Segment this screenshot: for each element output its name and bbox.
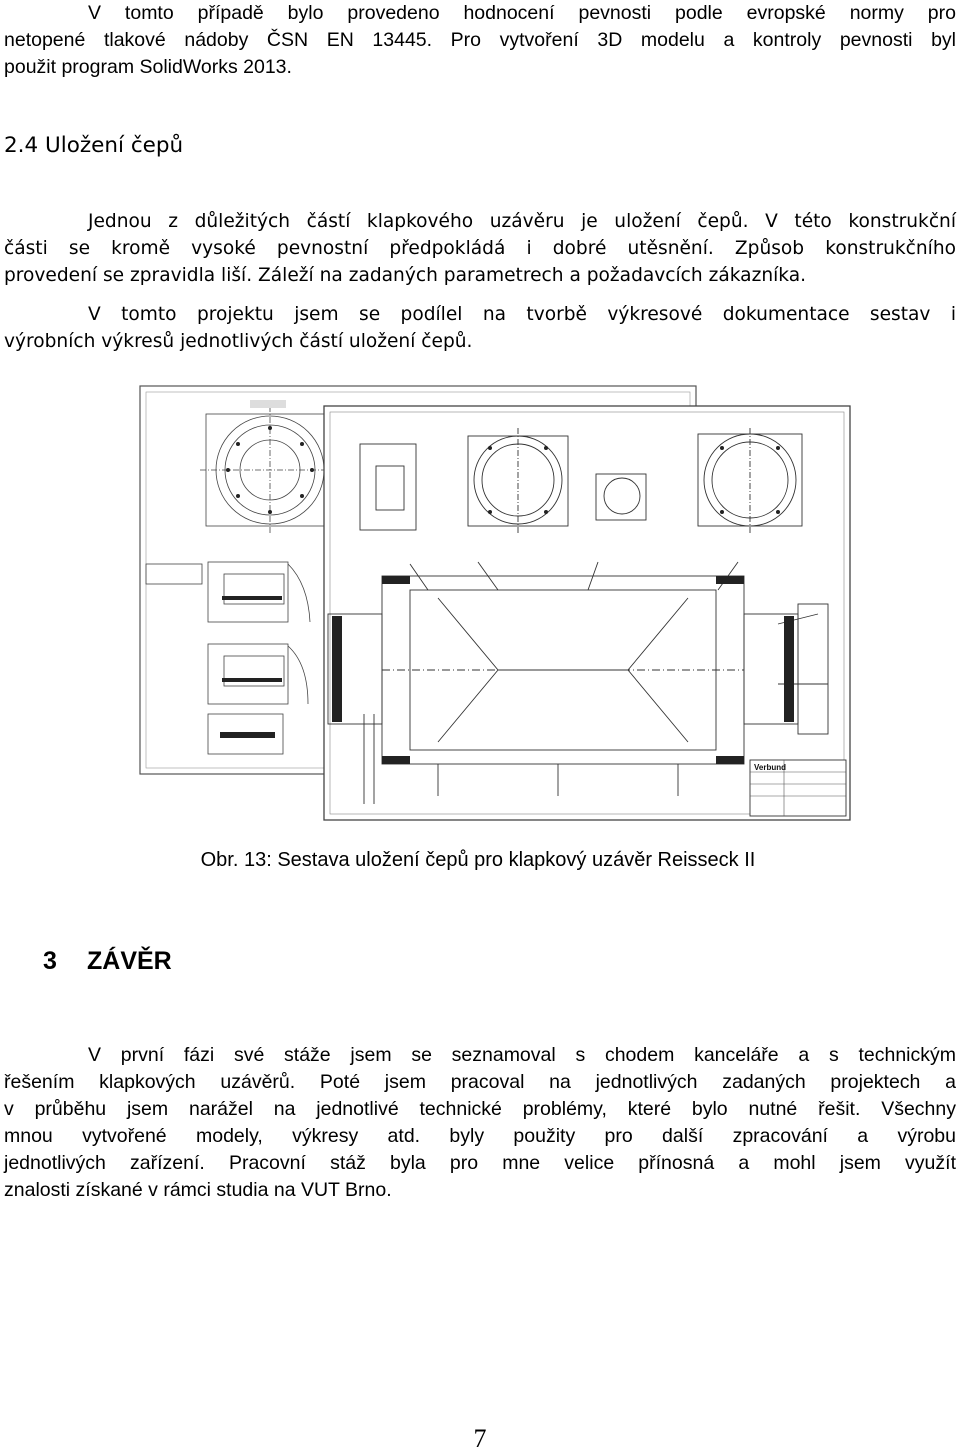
intro-line-2: netopené tlakové nádoby ČSN EN 13445. Pro vytvoření 3D modelu a kontroly pevnosti byl xyxy=(4,29,956,51)
section-heading: 2.4 Uložení čepů xyxy=(4,133,184,158)
body-p1-line-1: Jednou z důležitých částí klapkového uzávěru je uložení čepů. V této konstrukční xyxy=(88,211,956,232)
page-number: 7 xyxy=(473,1424,487,1453)
technical-drawing-figure xyxy=(138,384,854,824)
conclusion-line-1: V první fázi své stáže jsem se seznamoval s chodem kanceláře a s technickým xyxy=(88,1044,956,1066)
conclusion-line-2: řešením klapkových uzávěrů. Poté jsem pracoval na jednotlivých zadaných projektech a xyxy=(4,1071,956,1093)
conclusion-line-4: mnou vytvořené modely, výkresy atd. byly použity pro další zpracování a výrobu xyxy=(4,1125,956,1147)
conclusion-line-5: jednotlivých zařízení. Pracovní stáž byla pro mne velice přínosná a mohl jsem využít xyxy=(4,1152,956,1174)
body-p2-line-2: výrobních výkresů jednotlivých částí uložení čepů. xyxy=(4,331,473,352)
intro-line-3: použit program SolidWorks 2013. xyxy=(4,56,292,78)
conclusion-line-3: v průběhu jsem narážel na jednotlivé technické problémy, které bylo nutné řešit. Všechny xyxy=(4,1098,956,1120)
figure-caption-text: Obr. 13: Sestava uložení čepů pro klapkový uzávěr Reisseck II xyxy=(200,849,756,871)
title-block-logo: Verbund xyxy=(754,763,787,772)
conclusion-line-6: znalosti získané v rámci studia na VUT Brno. xyxy=(4,1179,392,1201)
figure-caption xyxy=(0,849,960,872)
chapter-number: 3 xyxy=(43,947,57,975)
body-p1-line-2: části se kromě vysoké pevnostní předpokládá i dobré utěsnění. Způsob konstrukčního xyxy=(4,238,956,259)
drawing-title-block xyxy=(750,760,846,816)
body-p1-line-3: provedení se zpravidla liší. Záleží na zadaných parametrech a požadavcích zákazníka. xyxy=(4,265,807,286)
drawing-sheet-front xyxy=(324,406,850,820)
chapter-title: ZÁVĚR xyxy=(87,947,172,975)
chapter-heading xyxy=(43,947,172,976)
intro-line-1: V tomto případě bylo provedeno hodnocení pevnosti podle evropské normy pro xyxy=(88,2,956,24)
body-p2-line-1: V tomto projektu jsem se podílel na tvorbě výkresové dokumentace sestav i xyxy=(88,304,956,325)
